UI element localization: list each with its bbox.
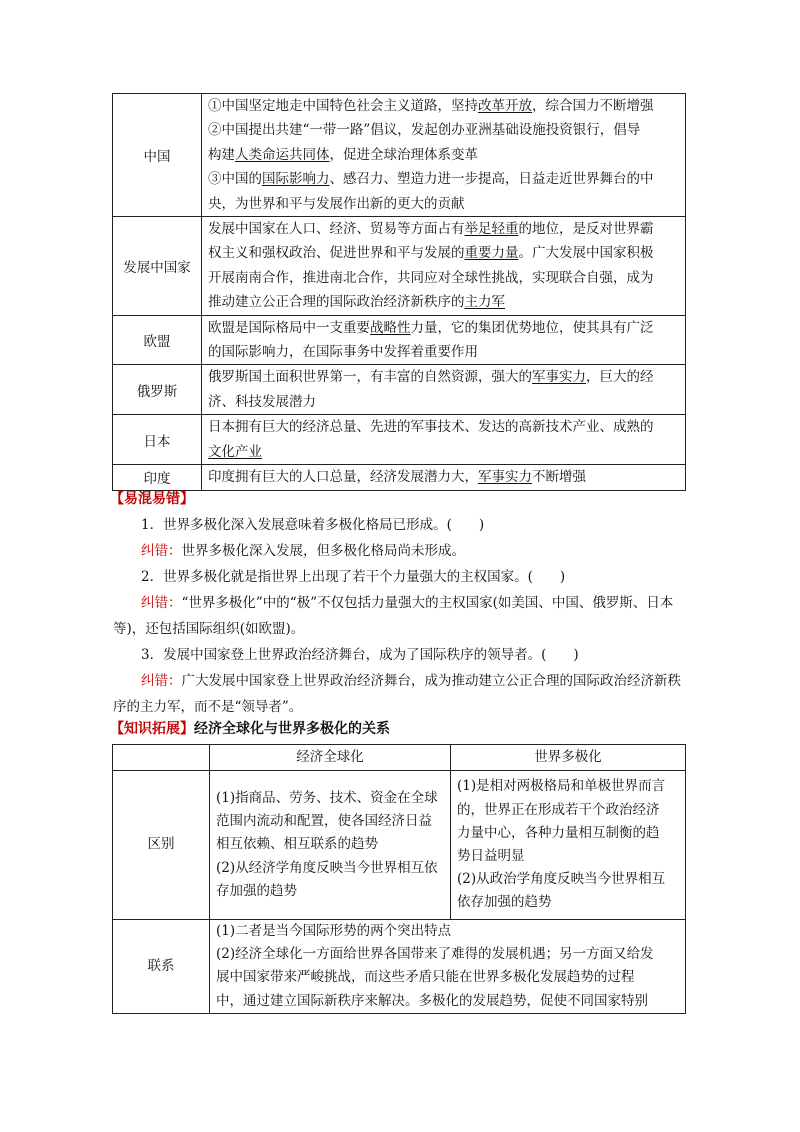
difference-multipolarity: (1)是相对两极格局和单极世界而言 的，世界正在形成若干个政治经济 力量中心，各种力量相互制衡的趋 势日益明显 (2)从政治学角度反映当今世界相互 依存加强的趋势 (451, 771, 686, 920)
row-label-china: 中国 (113, 94, 202, 217)
section-heading-confusion: 【易混易错】 (110, 491, 194, 507)
row-label-developing: 发展中国家 (113, 217, 202, 316)
row-content-india: 印度拥有巨大的人口总量，经济发展潜力大，军事实力不断增强 (202, 465, 686, 490)
question-1: 1．世界多极化深入发展意味着多极化格局已形成。( ) (141, 517, 485, 533)
table-row (113, 94, 686, 217)
question-3: 3．发展中国家登上世界政治经济舞台，成为了国际秩序的领导者。( ) (141, 647, 579, 663)
connection-content: (1)二者是当今国际形势的两个突出特点 (2)经济全球化一方面给世界各国带来了难得的发展机遇；另一方面又给发 展中国家带来严峻挑战，而这些矛盾只能在世界多极化发展趋势的过程 中，通过建立国际新秩序来解决。多极化的发展趋势，促使不同国家特别 (210, 920, 686, 1014)
table-row (113, 920, 686, 1014)
question-2: 2．世界多极化就是指世界上出现了若干个力量强大的主权国家。( ) (141, 569, 566, 585)
section-heading-expansion: 【知识拓展】经济全球化与世界多极化的关系 (110, 721, 390, 737)
table-row (113, 217, 686, 316)
row-label-connection: 联系 (113, 920, 210, 1014)
table-row (113, 315, 686, 365)
col-header-multipolarity: 世界多极化 (451, 745, 686, 771)
row-content-developing: 发展中国家在人口、经济、贸易等方面占有举足轻重的地位，是反对世界霸 权主义和强权政治、促进世界和平与发展的重要力量。广大发展中国家积极 开展南南合作，推进南北合作，共同应对全球性挑战，实现联合自强，成为 推动建立公正合理的国际政治经济新秩序的主力军 (202, 217, 686, 316)
row-label-india: 印度 (113, 465, 202, 490)
table-row (113, 415, 686, 465)
row-label-russia: 俄罗斯 (113, 365, 202, 415)
difference-globalization: (1)指商品、劳务、技术、资金在全球 范围内流动和配置，使各国经济日益 相互依赖、相互联系的趋势 (2)从经济学角度反映当今世界相互依 存加强的趋势 (210, 771, 451, 920)
col-header-globalization: 经济全球化 (210, 745, 451, 771)
row-label-japan: 日本 (113, 415, 202, 465)
table-row (113, 745, 686, 771)
table-row (113, 365, 686, 415)
table-row (113, 771, 686, 920)
fix-1: 纠错：世界多极化深入发展，但多极化格局尚未形成。 (141, 543, 465, 559)
row-content-china: ①中国坚定地走中国特色社会主义道路，坚持改革开放，综合国力不断增强 ②中国提出共建“一带一路”倡议，发起创办亚洲基础设施投资银行，倡导 构建人类命运共同体，促进全球治理体系变革 ③中国的国际影响力、感召力、塑造力进一步提高，日益走近世界舞台的中 央，为世界和平与发展作出新的更大的贡献 (202, 94, 686, 217)
row-content-eu: 欧盟是国际格局中一支重要战略性力量，它的集团优势地位，使其具有广泛 的国际影响力，在国际事务中发挥着重要作用 (202, 315, 686, 365)
row-label-difference: 区别 (113, 771, 210, 920)
row-label-eu: 欧盟 (113, 315, 202, 365)
table-row (113, 465, 686, 490)
power-table (112, 93, 686, 491)
row-content-japan: 日本拥有巨大的经济总量、先进的军事技术、发达的高新技术产业、成熟的 文化产业 (202, 415, 686, 465)
confusion-list (113, 512, 693, 720)
fix-3: 纠错：广大发展中国家登上世界政治经济舞台，成为推动建立公正合理的国际政治经济新秩序的主力军，而不是“领导者”。 (113, 673, 681, 715)
fix-2: 纠错：“世界多极化”中的“极”不仅包括力量强大的主权国家(如美国、中国、俄罗斯、日本等)，还包括国际组织(如欧盟)。 (113, 595, 674, 637)
relation-table (112, 744, 686, 1014)
row-content-russia: 俄罗斯国土面积世界第一，有丰富的自然资源，强大的军事实力，巨大的经 济、科技发展潜力 (202, 365, 686, 415)
